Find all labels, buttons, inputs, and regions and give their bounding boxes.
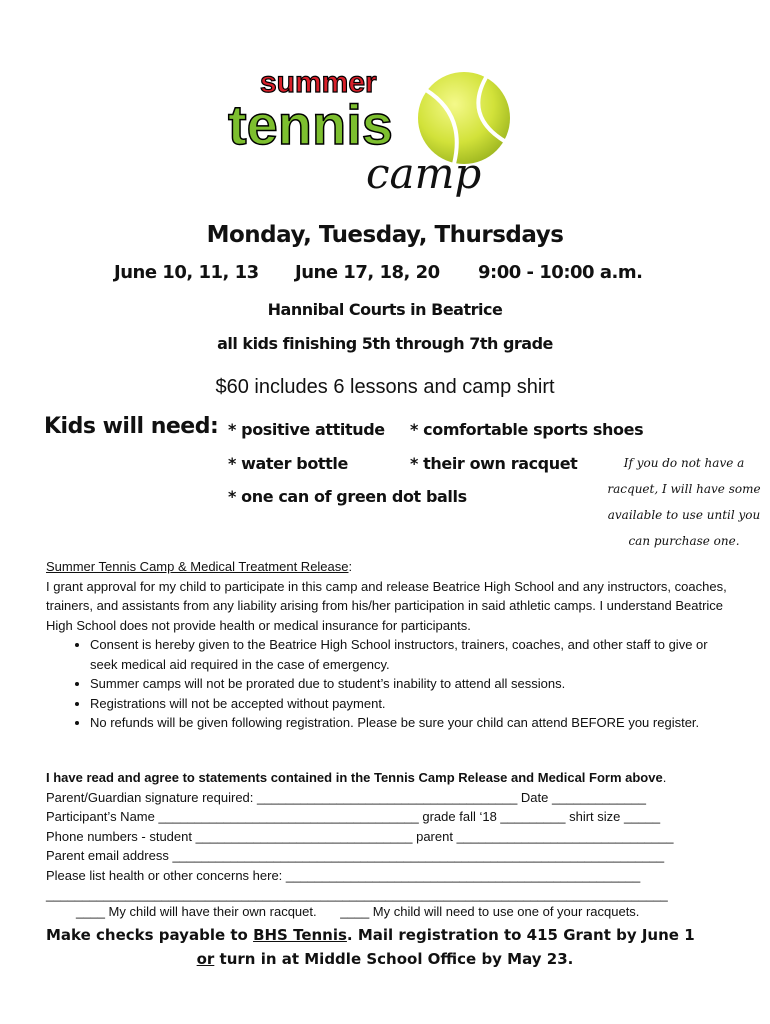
own-racquet-choice[interactable]: ____ My child will have their own racquet. <box>76 904 317 919</box>
camp-grades: all kids finishing 5th through 7th grade <box>217 334 553 353</box>
payment-line-2 <box>0 950 770 968</box>
needs-title: Kids will need: <box>44 414 219 439</box>
summer-tennis-camp-logo <box>226 60 526 210</box>
borrow-racquet-choice[interactable]: ____ My child will need to use one of your racquets. <box>340 904 640 919</box>
participant-line[interactable]: Participant’s Name ____________________________________ grade fall ‘18 _________ shirt size _____ <box>46 809 661 824</box>
agree-period: . <box>662 770 667 785</box>
health-concerns-line[interactable]: Please list health or other concerns here: _________________________________________________ <box>46 867 641 883</box>
release-title: Summer Tennis Camp & Medical Treatment Release <box>46 559 349 574</box>
dates-session-1: June 10, 11, 13 <box>114 262 259 283</box>
agree-text: I have read and agree to statements contained in the Tennis Camp Release and Medical Form above <box>46 770 663 785</box>
phone-line[interactable]: Phone numbers - student ______________________________ parent ______________________________ <box>46 828 674 844</box>
need-item: * water bottle <box>228 454 348 473</box>
signature-line[interactable]: Parent/Guardian signature required: ____________________________________ Date _____________ <box>46 789 646 805</box>
release-bullet: • No refunds will be given following registration. Please be sure your child can attend BEFORE you register. <box>90 713 736 733</box>
release-heading <box>46 557 736 577</box>
need-item: * positive attitude <box>228 420 385 439</box>
release-paragraph: I grant approval for my child to participate in this camp and release Beatrice High School and any instructors, coaches, trainers, and assistants from any liability arising from his/her participation in said athletic camps. I understand Beatrice High School does not provide health or medical insurance for participants. <box>46 578 727 633</box>
need-item: * one can of green dot balls <box>228 487 467 506</box>
need-item: * comfortable sports shoes <box>410 420 644 439</box>
payee-name: BHS Tennis <box>253 926 347 944</box>
logo-tennis-word: tennis <box>228 93 393 156</box>
racquet-note: If you do not have a racquet, I will have some available to use until you can purchase one. <box>607 456 761 548</box>
release-title-suffix: : <box>348 559 353 574</box>
camp-price: $60 includes 6 lessons and camp shirt <box>215 376 555 398</box>
payment-line-1 <box>46 926 695 944</box>
agree-statement <box>46 768 736 788</box>
logo-graphic <box>226 60 526 210</box>
dates-session-2: June 17, 18, 20 <box>295 262 440 283</box>
release-section <box>46 557 736 733</box>
camp-location: Hannibal Courts in Beatrice <box>267 300 503 319</box>
need-item: * their own racquet <box>410 454 578 473</box>
release-bullet: • Registrations will not be accepted without payment. <box>90 694 736 714</box>
payment-text: Make checks payable to <box>46 926 254 944</box>
release-bullet: • Consent is hereby given to the Beatrice High School instructors, trainers, coaches, and other staff to give or seek medical aid required in the case of emergency. <box>90 635 736 674</box>
racquet-choices <box>76 904 639 919</box>
payment-office-text: turn in at Middle School Office by May 23. <box>214 950 574 968</box>
logo-camp-word: camp <box>366 149 482 198</box>
email-line[interactable]: Parent email address ____________________________________________________________________ <box>46 848 665 863</box>
logo-summer-word: summer <box>260 66 377 99</box>
registration-form <box>46 768 736 905</box>
health-concerns-line-2[interactable]: ______________________________________________________________________________________ <box>46 887 668 902</box>
release-bullets <box>46 635 736 733</box>
payment-or: or <box>196 950 215 968</box>
payment-mail-text: . Mail registration to 415 Grant by June 1 <box>346 926 695 944</box>
camp-time: 9:00 - 10:00 a.m. <box>478 262 643 283</box>
release-bullet: • Summer camps will not be prorated due to student’s inability to attend all sessions. <box>90 674 736 694</box>
camp-days: Monday, Tuesday, Thursdays <box>206 222 564 248</box>
